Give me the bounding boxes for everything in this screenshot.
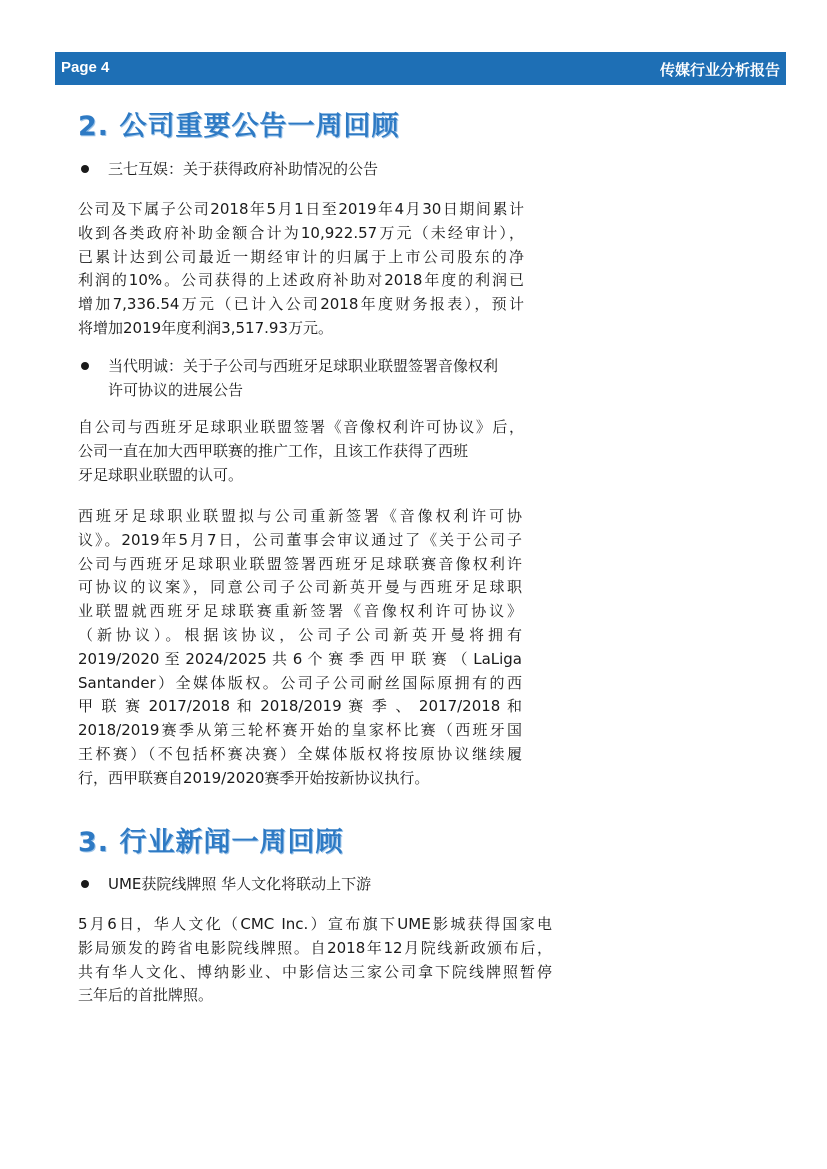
bullet-dot-icon — [81, 362, 89, 370]
bullet-dot-icon — [81, 880, 89, 888]
bullet-item-sanqi — [78, 157, 548, 181]
text-line: 公司及下属子公司2018年5月1日至2019年4月30日期间累计 — [78, 200, 524, 218]
text-line: 业联盟就西班牙足球联赛重新签署《音像权利许可协议》 — [78, 602, 522, 621]
text-line: 三年后的首批牌照。 — [78, 986, 214, 1005]
text-line: 公司一直在加大西甲联赛的推广工作，且该工作获得了西班 — [78, 441, 469, 460]
bullet-text: UME获院线牌照 华人文化将联动上下游 — [108, 875, 372, 893]
text-line: 共有华人文化、博纳影业、中影信达三家公司拿下院线牌照暂停 — [78, 962, 552, 981]
text-line: 利润的10%。公司获得的上述政府补助对2018年度的利润已 — [78, 271, 524, 290]
bullet-text — [108, 354, 548, 402]
section-3-heading: 3. 行业新闻一周回顾 — [78, 827, 344, 858]
bullet-dot-icon — [81, 165, 89, 173]
bullet-text-line: 当代明诚：关于子公司与西班牙足球职业联盟签署音像权利 — [108, 357, 499, 375]
text-line: Santander）全媒体版权。公司子公司耐丝国际原拥有的西 — [78, 673, 522, 692]
bullet-item-dangdai — [78, 354, 548, 402]
text-line: （新协议）。根据该协议，公司子公司新英开曼将拥有 — [78, 625, 522, 644]
text-line: 议》。2019年5月7日，公司董事会审议通过了《关于公司子 — [78, 530, 522, 549]
text-line: 2018/2019赛季从第三轮杯赛开始的皇家杯比赛（西班牙国 — [78, 721, 522, 740]
page-number-label: Page 4 — [61, 59, 110, 76]
section-2-heading: 2. 公司重要公告一周回顾 — [78, 111, 400, 142]
text-line: 牙足球职业联盟的认可。 — [78, 465, 244, 484]
paragraph-ume — [78, 913, 552, 1008]
bullet-text: 三七互娱：关于获得政府补助情况的公告 — [108, 160, 379, 178]
text-line: 已累计达到公司最近一期经审计的归属于上市公司股东的净 — [78, 247, 524, 266]
bullet-item-ume — [78, 872, 548, 896]
paragraph-dangdai-2 — [78, 505, 522, 791]
text-line: 西班牙足球职业联盟拟与公司重新签署《音像权利许可协 — [78, 507, 522, 525]
text-line: 王杯赛）（不包括杯赛决赛）全媒体版权将按原协议继续履 — [78, 744, 522, 763]
text-line: 甲 联 赛 2017/2018 和 2018/2019 赛 季 、 2017/2018 和 — [78, 697, 522, 716]
text-line: 自公司与西班牙足球职业联盟签署《音像权利许可协议》后， — [78, 418, 524, 436]
paragraph-dangdai-1 — [78, 416, 524, 487]
report-title: 传媒行业分析报告 — [659, 61, 780, 79]
text-line: 可协议的议案》，同意公司子公司新英开曼与西班牙足球职 — [78, 578, 522, 597]
text-line: 增加7,336.54万元（已计入公司2018年度财务报表），预计 — [78, 295, 524, 314]
text-line: 公司与西班牙足球职业联盟签署西班牙足球联赛音像权利许 — [78, 554, 522, 573]
bullet-text-line: 许可协议的进展公告 — [108, 381, 244, 399]
text-line: 影局颁发的跨省电影院线牌照。自2018年12月院线新政颁布后， — [78, 938, 552, 957]
page-header-bar — [55, 52, 786, 85]
text-line: 2019/2020 至 2024/2025 共 6 个 赛 季 西 甲 联 赛 （ LaLiga — [78, 649, 522, 668]
text-line: 收到各类政府补助金额合计为10,922.57万元（未经审计）， — [78, 223, 524, 242]
text-line: 行，西甲联赛自2019/2020赛季开始按新协议执行。 — [78, 768, 430, 787]
paragraph-sanqi — [78, 198, 524, 341]
text-line: 将增加2019年度利润3,517.93万元。 — [78, 318, 333, 337]
text-line: 5月6日，华人文化（CMC Inc.）宣布旗下UME影城获得国家电 — [78, 915, 552, 933]
